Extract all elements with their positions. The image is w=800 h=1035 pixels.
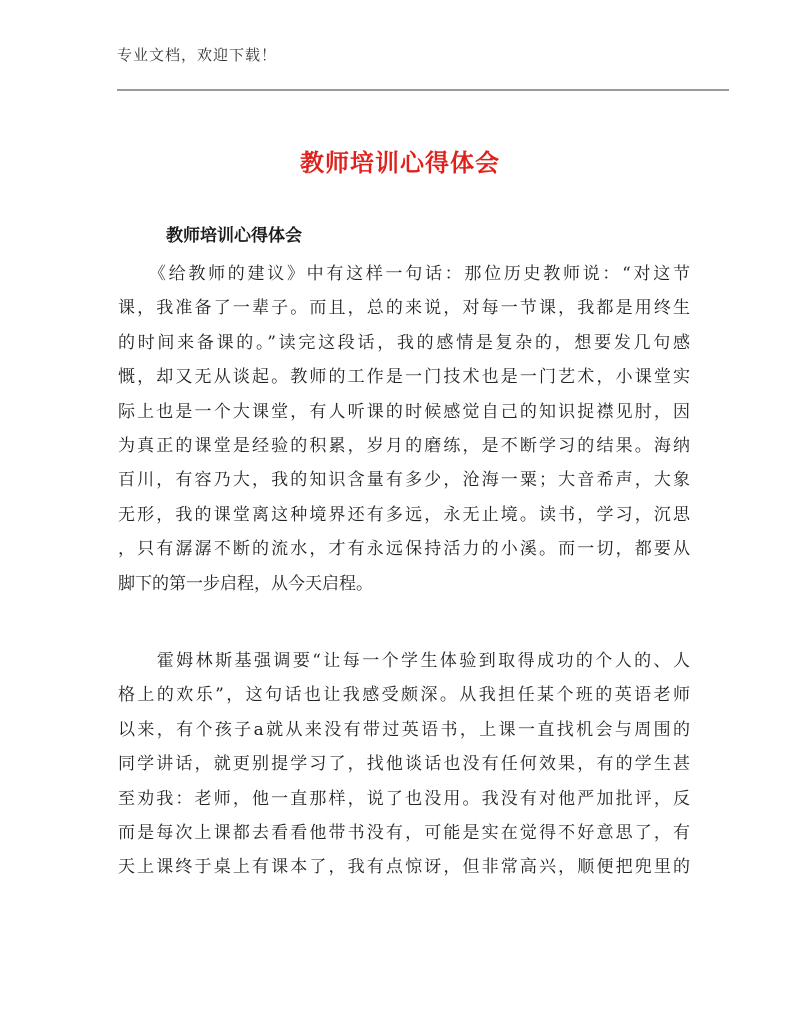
header-note: 专业文档，欢迎下载！ <box>117 46 278 64</box>
paragraph-line: 际上也是一个大课堂，有人听课的时候感觉自己的知识捉襟见肘，因 <box>118 401 690 422</box>
paragraph-line: 至劝我：老师，他一直那样，说了也没用。我没有对他严加批评，反 <box>118 788 690 809</box>
paragraph-line: 格上的欢乐”，这句话也让我感受颇深。从我担任某个班的英语老师 <box>118 685 690 706</box>
paragraph-line: 天上课终于桌上有课本了，我有点惊讶，但非常高兴，顺便把兜里的 <box>118 857 690 878</box>
paragraph-line: 《给教师的建议》中有这样一句话：那位历史教师说：“对这节 <box>118 264 690 284</box>
paragraph-line: 百川，有容乃大，我的知识含量有多少，沧海一粟；大音希声，大象 <box>118 470 690 491</box>
paragraph-line: 而是每次上课都去看看他带书没有，可能是实在觉得不好意思了，有 <box>118 823 690 844</box>
paragraph-line: 霍姆林斯基强调要“让每一个学生体验到取得成功的个人的、人 <box>118 651 690 671</box>
paragraph-2 <box>118 644 690 885</box>
document-subtitle: 教师培训心得体会 <box>166 226 302 246</box>
paragraph-line: 脚下的第一步启程，从今天启程。 <box>118 573 373 594</box>
header-divider <box>117 89 729 91</box>
paragraph-line: 无形，我的课堂离这种境界还有多远，永无止境。读书，学习，沉思 <box>118 504 690 525</box>
document-title: 教师培训心得体会 <box>300 149 500 177</box>
paragraph-line: 慨，却又无从谈起。教师的工作是一门技术也是一门艺术，小课堂实 <box>118 367 690 388</box>
paragraph-line: 为真正的课堂是经验的积累，岁月的磨练，是不断学习的结果。海纳 <box>118 436 690 457</box>
paragraph-line: ，只有潺潺不断的流水，才有永远保持活力的小溪。而一切，都要从 <box>118 539 690 560</box>
paragraph-line: 同学讲话，就更别提学习了，找他谈话也没有任何效果，有的学生甚 <box>118 754 690 775</box>
paragraph-line: 课，我准备了一辈子。而且，总的来说，对每一节课，我都是用终生 <box>118 298 690 319</box>
paragraph-line: 以来，有个孩子a就从来没有带过英语书，上课一直找机会与周围的 <box>118 719 690 740</box>
paragraph-1 <box>118 257 690 601</box>
paragraph-line: 的时间来备课的。”读完这段话，我的感情是复杂的，想要发几句感 <box>118 332 690 353</box>
